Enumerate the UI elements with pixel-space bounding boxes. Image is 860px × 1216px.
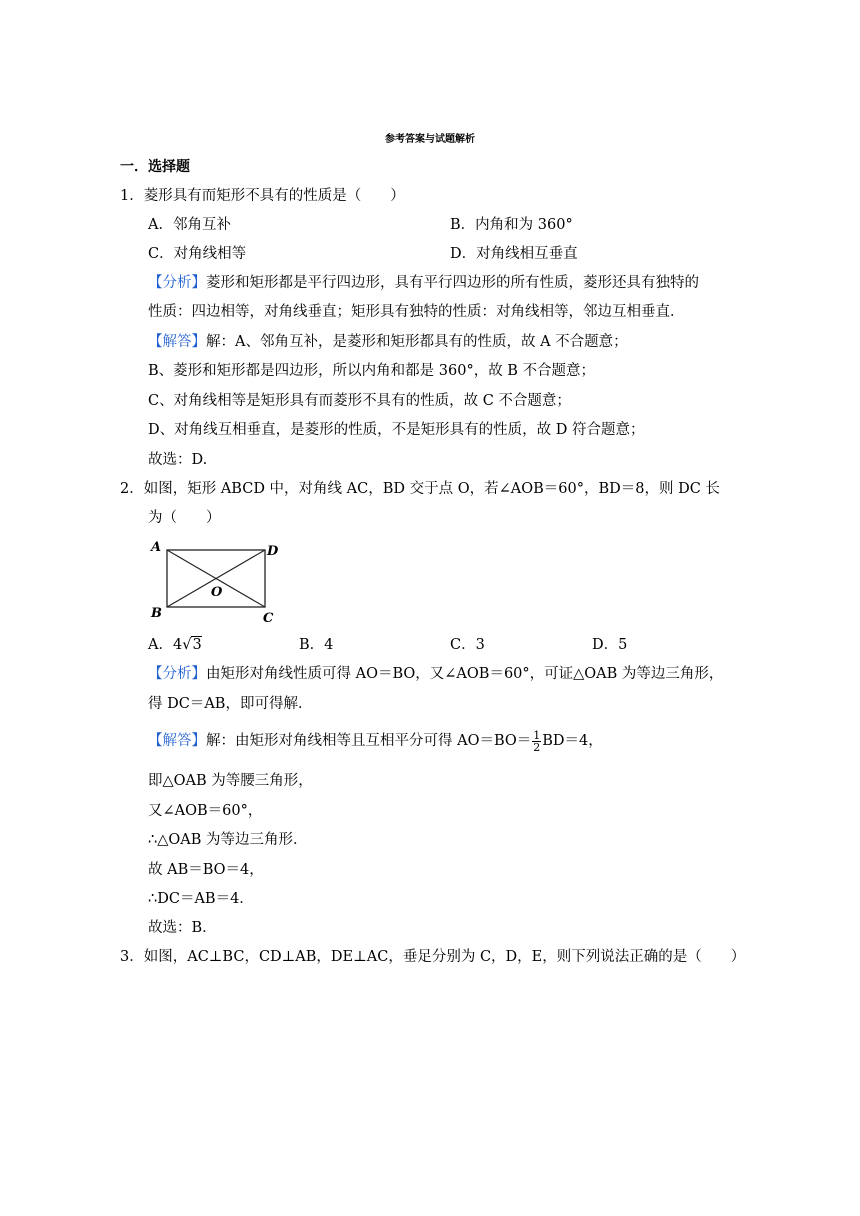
q1-answer-line3: C、对角线相等是矩形具有而菱形不具有的性质，故 C 不合题意； [148,393,571,409]
q2-answer-line7: 故选：B． [148,920,217,936]
q1-option-b: B．内角和为 360° [450,217,573,233]
q2-answer-line4: ∴△OAB 为等边三角形． [148,832,308,848]
q1-answer-line5: 故选：D. [148,452,208,468]
analysis-tag: 【分析】 [148,275,206,291]
q2-analysis-line2: 得 DC＝AB，即可得解． [148,696,313,712]
label-o: O [211,585,223,600]
q2-option-c: C．3 [450,637,485,653]
answer-text: 解：由矩形对角线相等且互相平分可得 AO＝BO＝ [206,733,532,749]
q2-answer-line2: 即△OAB 为等腰三角形， [148,773,313,789]
rectangle-figure [145,537,285,627]
answer-tag: 【解答】 [148,334,206,350]
q2-answer-line3: 又∠AOB＝60°， [148,803,263,819]
analysis-tag: 【分析】 [148,666,206,682]
q1-answer-line1 [148,335,628,350]
q3-stem: 3．如图，AC⊥BC，CD⊥AB，DE⊥AC，垂足分别为 C，D，E，则下列说法正确的是（ ） [120,949,746,965]
q2-option-d: D．5 [592,637,628,653]
q2-option-a [148,638,202,653]
q1-analysis-line1 [148,276,699,291]
label-d: D [267,544,279,559]
q1-option-a: A．邻角互补 [148,217,231,233]
fraction-denominator: 2 [533,740,541,754]
q2-option-b: B．4 [299,637,334,653]
analysis-text: 由矩形对角线性质可得 AO＝BO，又∠AOB＝60°，可证△OAB 为等边三角形， [206,666,724,682]
q1-answer-line2: B、菱形和矩形都是四边形，所以内角和都是 360°，故 B 不合题意； [148,363,596,379]
q1-option-c: C．对角线相等 [148,246,247,262]
answer-tag: 【解答】 [148,733,206,749]
label-a: A [151,540,162,555]
q2-answer-line6: ∴DC＝AB＝4． [148,891,254,907]
sqrt-symbol: √3 [182,637,202,653]
label-b: B [151,606,162,621]
answer-text: 解：A、邻角互补，是菱形和矩形都具有的性质，故 A 不合题意； [206,334,628,350]
q2-stem-line1: 2．如图，矩形 ABCD 中，对角线 AC，BD 交于点 O，若∠AOB＝60°，BD＝8，则 DC 长 [120,481,720,497]
q2-stem-line2: 为（ ） [148,510,221,526]
q1-stem: 1．菱形具有而矩形不具有的性质是（ ） [120,188,405,204]
section-heading: 一．选择题 [120,159,190,175]
q2-option-a-text: A．4 [148,637,183,653]
q2-answer-line5: 故 AB＝BO＝4， [148,862,264,878]
q1-answer-line4: D、对角线互相垂直，是菱形的性质，不是矩形具有的性质，故 D 符合题意； [148,422,645,438]
analysis-text: 菱形和矩形都是平行四边形，具有平行四边形的所有性质，菱形还具有独特的 [206,275,699,291]
page-title: 参考答案与试题解析 [385,134,475,145]
q1-option-d: D．对角线相互垂直 [450,246,578,262]
q2-analysis-line1 [148,667,723,682]
q1-analysis-line2: 性质：四边相等，对角线垂直；矩形具有独特的性质：对角线相等，邻边互相垂直． [148,304,685,320]
sqrt-radicand: 3 [192,637,202,653]
answer-text-post: BD＝4， [542,733,603,749]
fraction-one-half [532,730,541,753]
fraction-numerator: 1 [533,728,541,742]
label-c: C [263,611,274,626]
q2-answer-line1 [148,729,603,753]
